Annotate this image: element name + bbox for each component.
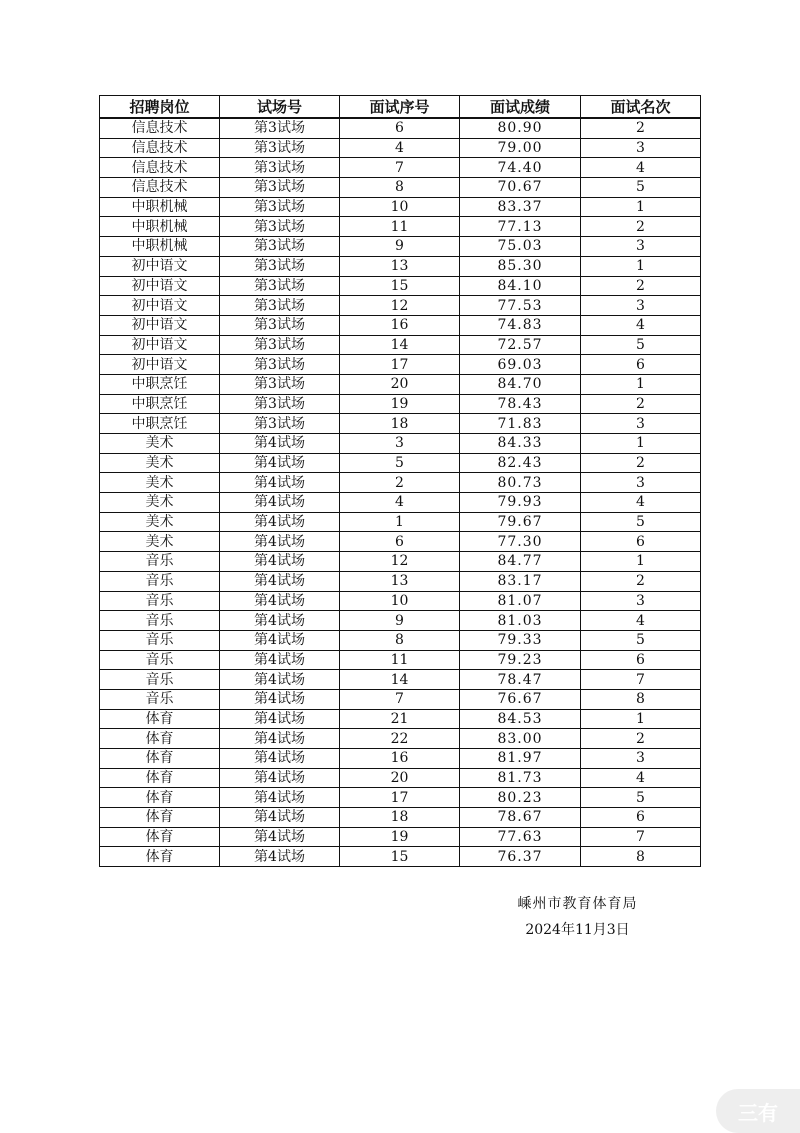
cell-sequence: 6	[340, 118, 460, 138]
cell-room: 第3试场	[220, 237, 340, 257]
cell-position: 中职烹饪	[100, 414, 220, 434]
cell-score: 76.37	[460, 847, 581, 867]
cell-position: 初中语文	[100, 315, 220, 335]
cell-position: 美术	[100, 453, 220, 473]
cell-sequence: 10	[340, 197, 460, 217]
cell-room: 第3试场	[220, 138, 340, 158]
table-row	[100, 237, 701, 257]
cell-room: 第3试场	[220, 256, 340, 276]
cell-score: 77.30	[460, 532, 581, 552]
cell-sequence: 17	[340, 788, 460, 808]
header-sequence: 面试序号	[340, 96, 460, 119]
cell-rank: 3	[581, 237, 701, 257]
table-row	[100, 453, 701, 473]
cell-room: 第3试场	[220, 414, 340, 434]
cell-position: 音乐	[100, 591, 220, 611]
cell-room: 第4试场	[220, 689, 340, 709]
cell-rank: 1	[581, 552, 701, 572]
cell-rank: 2	[581, 729, 701, 749]
cell-room: 第3试场	[220, 178, 340, 198]
table-row	[100, 650, 701, 670]
cell-score: 79.23	[460, 650, 581, 670]
cell-room: 第3试场	[220, 355, 340, 375]
cell-position: 体育	[100, 709, 220, 729]
cell-sequence: 9	[340, 611, 460, 631]
cell-rank: 1	[581, 709, 701, 729]
cell-score: 70.67	[460, 178, 581, 198]
table-row	[100, 709, 701, 729]
cell-score: 78.43	[460, 394, 581, 414]
cell-rank: 1	[581, 374, 701, 394]
cell-position: 音乐	[100, 552, 220, 572]
cell-position: 中职机械	[100, 237, 220, 257]
cell-room: 第4试场	[220, 808, 340, 828]
table-row	[100, 315, 701, 335]
cell-rank: 4	[581, 611, 701, 631]
cell-score: 74.40	[460, 158, 581, 178]
cell-room: 第3试场	[220, 217, 340, 237]
table-row	[100, 808, 701, 828]
table-row	[100, 749, 701, 769]
cell-sequence: 11	[340, 650, 460, 670]
table-row	[100, 158, 701, 178]
cell-rank: 6	[581, 355, 701, 375]
cell-score: 83.37	[460, 197, 581, 217]
cell-sequence: 20	[340, 768, 460, 788]
cell-rank: 4	[581, 315, 701, 335]
cell-room: 第4试场	[220, 473, 340, 493]
cell-score: 79.67	[460, 512, 581, 532]
cell-position: 信息技术	[100, 118, 220, 138]
cell-sequence: 8	[340, 630, 460, 650]
cell-score: 77.53	[460, 296, 581, 316]
cell-sequence: 18	[340, 414, 460, 434]
cell-sequence: 13	[340, 571, 460, 591]
cell-room: 第3试场	[220, 276, 340, 296]
cell-rank: 1	[581, 256, 701, 276]
cell-score: 84.33	[460, 434, 581, 454]
table-row	[100, 847, 701, 867]
cell-sequence: 12	[340, 296, 460, 316]
cell-position: 信息技术	[100, 178, 220, 198]
cell-sequence: 13	[340, 256, 460, 276]
cell-score: 78.47	[460, 670, 581, 690]
table-row	[100, 591, 701, 611]
footer-organization: 嵊州市教育体育局	[517, 896, 638, 912]
table-row	[100, 670, 701, 690]
table-row	[100, 335, 701, 355]
cell-score: 84.10	[460, 276, 581, 296]
table-row	[100, 532, 701, 552]
cell-score: 81.07	[460, 591, 581, 611]
cell-position: 音乐	[100, 571, 220, 591]
cell-position: 初中语文	[100, 355, 220, 375]
cell-score: 81.03	[460, 611, 581, 631]
cell-sequence: 21	[340, 709, 460, 729]
table-row	[100, 414, 701, 434]
cell-sequence: 7	[340, 689, 460, 709]
cell-rank: 3	[581, 296, 701, 316]
cell-position: 体育	[100, 768, 220, 788]
table-row	[100, 493, 701, 513]
cell-room: 第3试场	[220, 158, 340, 178]
table-row	[100, 630, 701, 650]
header-rank: 面试名次	[581, 96, 701, 119]
cell-sequence: 22	[340, 729, 460, 749]
cell-rank: 5	[581, 335, 701, 355]
table-row	[100, 689, 701, 709]
cell-rank: 3	[581, 414, 701, 434]
cell-score: 84.77	[460, 552, 581, 572]
table-row	[100, 473, 701, 493]
cell-sequence: 14	[340, 335, 460, 355]
cell-score: 81.73	[460, 768, 581, 788]
cell-score: 79.00	[460, 138, 581, 158]
cell-position: 初中语文	[100, 296, 220, 316]
cell-position: 美术	[100, 434, 220, 454]
cell-rank: 5	[581, 512, 701, 532]
cell-score: 79.93	[460, 493, 581, 513]
cell-position: 体育	[100, 827, 220, 847]
cell-rank: 2	[581, 118, 701, 138]
cell-sequence: 2	[340, 473, 460, 493]
cell-score: 80.90	[460, 118, 581, 138]
cell-room: 第4试场	[220, 650, 340, 670]
cell-position: 初中语文	[100, 256, 220, 276]
table-row	[100, 611, 701, 631]
table-row	[100, 197, 701, 217]
cell-sequence: 19	[340, 394, 460, 414]
cell-position: 美术	[100, 473, 220, 493]
cell-rank: 8	[581, 847, 701, 867]
cell-sequence: 12	[340, 552, 460, 572]
cell-room: 第4试场	[220, 571, 340, 591]
cell-rank: 3	[581, 138, 701, 158]
cell-rank: 1	[581, 434, 701, 454]
cell-score: 79.33	[460, 630, 581, 650]
cell-score: 85.30	[460, 256, 581, 276]
cell-position: 中职烹饪	[100, 394, 220, 414]
cell-score: 84.53	[460, 709, 581, 729]
cell-sequence: 3	[340, 434, 460, 454]
table-row	[100, 296, 701, 316]
header-room: 试场号	[220, 96, 340, 119]
cell-room: 第3试场	[220, 197, 340, 217]
table-row	[100, 512, 701, 532]
cell-sequence: 5	[340, 453, 460, 473]
cell-score: 78.67	[460, 808, 581, 828]
cell-sequence: 20	[340, 374, 460, 394]
cell-position: 初中语文	[100, 276, 220, 296]
cell-position: 美术	[100, 493, 220, 513]
table-row	[100, 552, 701, 572]
cell-rank: 6	[581, 532, 701, 552]
table-row	[100, 768, 701, 788]
cell-position: 音乐	[100, 689, 220, 709]
footer-date: 2024年11月3日	[525, 922, 630, 938]
cell-room: 第4试场	[220, 630, 340, 650]
cell-rank: 1	[581, 197, 701, 217]
cell-rank: 2	[581, 453, 701, 473]
cell-room: 第4试场	[220, 788, 340, 808]
header-position: 招聘岗位	[100, 96, 220, 119]
cell-position: 体育	[100, 847, 220, 867]
cell-position: 中职机械	[100, 217, 220, 237]
table-row	[100, 276, 701, 296]
cell-position: 体育	[100, 749, 220, 769]
cell-rank: 4	[581, 158, 701, 178]
cell-sequence: 11	[340, 217, 460, 237]
cell-score: 69.03	[460, 355, 581, 375]
cell-position: 初中语文	[100, 335, 220, 355]
cell-score: 75.03	[460, 237, 581, 257]
cell-sequence: 10	[340, 591, 460, 611]
results-table	[99, 95, 701, 867]
cell-score: 76.67	[460, 689, 581, 709]
cell-sequence: 19	[340, 827, 460, 847]
cell-sequence: 8	[340, 178, 460, 198]
cell-rank: 2	[581, 571, 701, 591]
cell-room: 第4试场	[220, 453, 340, 473]
table-row	[100, 827, 701, 847]
cell-room: 第4试场	[220, 512, 340, 532]
cell-room: 第3试场	[220, 296, 340, 316]
cell-score: 74.83	[460, 315, 581, 335]
cell-position: 中职机械	[100, 197, 220, 217]
cell-room: 第4试场	[220, 709, 340, 729]
table-row	[100, 178, 701, 198]
cell-score: 80.73	[460, 473, 581, 493]
cell-rank: 4	[581, 493, 701, 513]
cell-score: 71.83	[460, 414, 581, 434]
cell-sequence: 14	[340, 670, 460, 690]
cell-room: 第4试场	[220, 749, 340, 769]
cell-rank: 2	[581, 394, 701, 414]
cell-sequence: 16	[340, 749, 460, 769]
cell-room: 第4试场	[220, 493, 340, 513]
cell-rank: 6	[581, 808, 701, 828]
app-watermark-badge[interactable]: 三有	[716, 1089, 800, 1133]
cell-room: 第4试场	[220, 434, 340, 454]
cell-sequence: 18	[340, 808, 460, 828]
cell-room: 第4试场	[220, 670, 340, 690]
cell-rank: 5	[581, 788, 701, 808]
table-row	[100, 394, 701, 414]
table-row	[100, 138, 701, 158]
table-row	[100, 434, 701, 454]
table-row	[100, 217, 701, 237]
cell-room: 第4试场	[220, 847, 340, 867]
cell-rank: 3	[581, 749, 701, 769]
cell-sequence: 6	[340, 532, 460, 552]
cell-sequence: 7	[340, 158, 460, 178]
cell-rank: 6	[581, 650, 701, 670]
cell-room: 第4试场	[220, 611, 340, 631]
cell-room: 第4试场	[220, 552, 340, 572]
cell-sequence: 4	[340, 493, 460, 513]
cell-rank: 2	[581, 276, 701, 296]
cell-room: 第4试场	[220, 532, 340, 552]
cell-position: 中职烹饪	[100, 374, 220, 394]
cell-sequence: 15	[340, 276, 460, 296]
table-row	[100, 729, 701, 749]
cell-rank: 4	[581, 768, 701, 788]
cell-score: 77.63	[460, 827, 581, 847]
cell-rank: 5	[581, 630, 701, 650]
cell-position: 体育	[100, 808, 220, 828]
cell-position: 音乐	[100, 670, 220, 690]
cell-rank: 2	[581, 217, 701, 237]
cell-room: 第3试场	[220, 335, 340, 355]
cell-room: 第4试场	[220, 729, 340, 749]
cell-position: 音乐	[100, 630, 220, 650]
cell-position: 音乐	[100, 650, 220, 670]
cell-room: 第4试场	[220, 768, 340, 788]
cell-score: 84.70	[460, 374, 581, 394]
cell-score: 83.00	[460, 729, 581, 749]
cell-position: 体育	[100, 729, 220, 749]
cell-room: 第3试场	[220, 394, 340, 414]
cell-sequence: 16	[340, 315, 460, 335]
cell-position: 体育	[100, 788, 220, 808]
cell-sequence: 4	[340, 138, 460, 158]
cell-rank: 3	[581, 473, 701, 493]
cell-score: 72.57	[460, 335, 581, 355]
cell-score: 80.23	[460, 788, 581, 808]
cell-room: 第4试场	[220, 591, 340, 611]
header-row	[100, 96, 701, 119]
cell-rank: 3	[581, 591, 701, 611]
cell-sequence: 17	[340, 355, 460, 375]
table-row	[100, 374, 701, 394]
cell-room: 第3试场	[220, 315, 340, 335]
cell-position: 信息技术	[100, 158, 220, 178]
cell-position: 信息技术	[100, 138, 220, 158]
cell-sequence: 1	[340, 512, 460, 532]
table-row	[100, 571, 701, 591]
cell-room: 第3试场	[220, 374, 340, 394]
table-body	[100, 118, 701, 867]
cell-room: 第4试场	[220, 827, 340, 847]
cell-position: 音乐	[100, 611, 220, 631]
cell-rank: 7	[581, 670, 701, 690]
cell-score: 82.43	[460, 453, 581, 473]
cell-rank: 5	[581, 178, 701, 198]
header-score: 面试成绩	[460, 96, 581, 119]
cell-rank: 7	[581, 827, 701, 847]
cell-sequence: 15	[340, 847, 460, 867]
cell-position: 美术	[100, 512, 220, 532]
table-row	[100, 355, 701, 375]
table-row	[100, 118, 701, 138]
cell-score: 81.97	[460, 749, 581, 769]
cell-score: 83.17	[460, 571, 581, 591]
table-header	[100, 96, 701, 119]
table-row	[100, 788, 701, 808]
table-row	[100, 256, 701, 276]
cell-sequence: 9	[340, 237, 460, 257]
cell-rank: 8	[581, 689, 701, 709]
cell-room: 第3试场	[220, 118, 340, 138]
cell-score: 77.13	[460, 217, 581, 237]
cell-position: 美术	[100, 532, 220, 552]
